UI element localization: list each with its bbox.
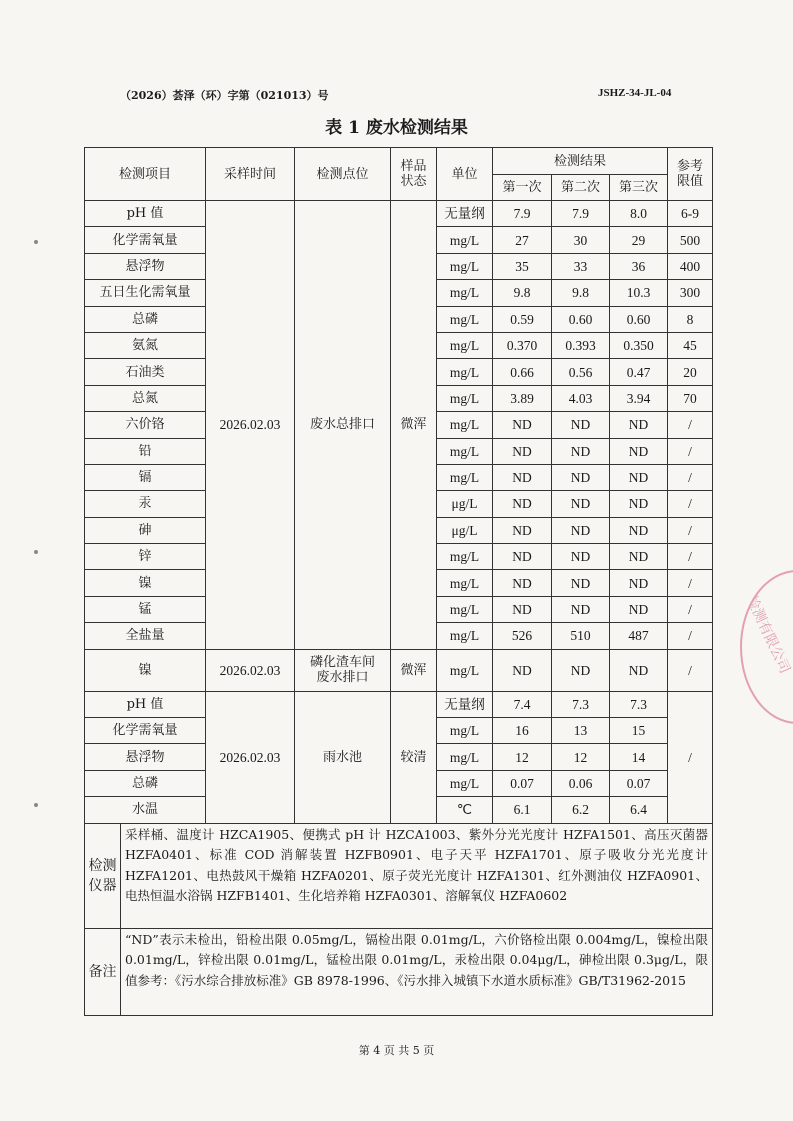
result-first: 27 — [493, 227, 552, 253]
result-third: ND — [610, 570, 668, 596]
result-second: ND — [552, 438, 610, 464]
test-item: 化学需氧量 — [85, 718, 206, 744]
result-first: 9.8 — [493, 280, 552, 306]
result-second: 13 — [552, 718, 610, 744]
test-item: 镍 — [85, 570, 206, 596]
reference-limit: 6-9 — [668, 201, 713, 227]
test-item: 锌 — [85, 544, 206, 570]
result-first: 0.07 — [493, 770, 552, 796]
sampling-time: 2026.02.03 — [206, 691, 295, 823]
test-item: 氨氮 — [85, 332, 206, 358]
result-first: ND — [493, 649, 552, 691]
header-second: 第二次 — [552, 175, 610, 201]
instruments-block — [85, 823, 713, 928]
result-first: 3.89 — [493, 385, 552, 411]
test-item: 五日生化需氧量 — [85, 280, 206, 306]
sampling-time: 2026.02.03 — [206, 649, 295, 691]
reference-limit: / — [668, 544, 713, 570]
header-item: 检测项目 — [85, 148, 206, 201]
reference-limit: / — [668, 570, 713, 596]
test-item: 六价铬 — [85, 412, 206, 438]
test-item: pH 值 — [85, 201, 206, 227]
result-third: 14 — [610, 744, 668, 770]
instruments-label: 检测仪器 — [85, 824, 121, 928]
result-third: 7.3 — [610, 691, 668, 717]
result-first: ND — [493, 438, 552, 464]
test-item: 总磷 — [85, 306, 206, 332]
report-number: （2026）荟泽（环）字第（021013）号 — [120, 89, 329, 102]
result-first: ND — [493, 544, 552, 570]
result-first: 6.1 — [493, 797, 552, 823]
unit: mg/L — [437, 570, 493, 596]
unit: mg/L — [437, 649, 493, 691]
result-second: 12 — [552, 744, 610, 770]
unit: mg/L — [437, 623, 493, 649]
reference-limit: 300 — [668, 280, 713, 306]
result-second: 4.03 — [552, 385, 610, 411]
result-first: 7.9 — [493, 201, 552, 227]
result-third: 15 — [610, 718, 668, 744]
unit: mg/L — [437, 280, 493, 306]
result-third: ND — [610, 544, 668, 570]
reference-limit: 500 — [668, 227, 713, 253]
result-second: 33 — [552, 253, 610, 279]
result-third: 29 — [610, 227, 668, 253]
result-second: ND — [552, 649, 610, 691]
result-first: ND — [493, 596, 552, 622]
result-second: ND — [552, 570, 610, 596]
header-location: 检测点位 — [295, 148, 391, 201]
result-second: 0.56 — [552, 359, 610, 385]
sampling-location — [295, 649, 391, 691]
result-third: ND — [610, 464, 668, 490]
unit: mg/L — [437, 227, 493, 253]
result-first: 0.66 — [493, 359, 552, 385]
result-second: 7.3 — [552, 691, 610, 717]
reference-limit: / — [668, 491, 713, 517]
header-time: 采样时间 — [206, 148, 295, 201]
result-second: ND — [552, 596, 610, 622]
result-third: ND — [610, 438, 668, 464]
company-seal: 检测有限公司 — [740, 570, 793, 724]
unit: mg/L — [437, 253, 493, 279]
result-first: ND — [493, 491, 552, 517]
remarks-block — [85, 928, 713, 1015]
result-second: 510 — [552, 623, 610, 649]
reference-limit: 20 — [668, 359, 713, 385]
result-second: 6.2 — [552, 797, 610, 823]
header-third: 第三次 — [610, 175, 668, 201]
result-second: 0.60 — [552, 306, 610, 332]
result-third: 10.3 — [610, 280, 668, 306]
header-limit: 参考限值 — [668, 148, 713, 201]
page-title: 表 1 废水检测结果 — [325, 118, 468, 138]
header-state: 样品状态 — [391, 148, 437, 201]
sampling-location: 废水总排口 — [295, 201, 391, 650]
result-second: 30 — [552, 227, 610, 253]
result-second: ND — [552, 412, 610, 438]
result-second: ND — [552, 544, 610, 570]
result-first: ND — [493, 464, 552, 490]
result-third: ND — [610, 517, 668, 543]
reference-limit: 70 — [668, 385, 713, 411]
header-results: 检测结果 — [493, 148, 668, 175]
test-item: 汞 — [85, 491, 206, 517]
result-first: ND — [493, 517, 552, 543]
reference-limit: 400 — [668, 253, 713, 279]
page-footer: 第 4 页 共 5 页 — [358, 1044, 435, 1057]
unit: mg/L — [437, 718, 493, 744]
result-first: 12 — [493, 744, 552, 770]
result-second: 9.8 — [552, 280, 610, 306]
result-second: ND — [552, 464, 610, 490]
result-third: ND — [610, 649, 668, 691]
result-first: 7.4 — [493, 691, 552, 717]
unit: 无量纲 — [437, 201, 493, 227]
unit: mg/L — [437, 385, 493, 411]
sampling-location: 雨水池 — [295, 691, 391, 823]
remarks-row — [85, 928, 713, 1015]
table-row — [85, 649, 713, 691]
header-first: 第一次 — [493, 175, 552, 201]
unit: mg/L — [437, 306, 493, 332]
result-second: 0.393 — [552, 332, 610, 358]
result-first: ND — [493, 412, 552, 438]
test-item: 全盐量 — [85, 623, 206, 649]
reference-limit: / — [668, 596, 713, 622]
unit: mg/L — [437, 412, 493, 438]
unit: mg/L — [437, 359, 493, 385]
test-item: 总磷 — [85, 770, 206, 796]
reference-limit: / — [668, 691, 713, 823]
reference-limit: / — [668, 517, 713, 543]
test-item: 悬浮物 — [85, 744, 206, 770]
test-item: 砷 — [85, 517, 206, 543]
test-item: 水温 — [85, 797, 206, 823]
test-item: 铅 — [85, 438, 206, 464]
result-third: 3.94 — [610, 385, 668, 411]
unit: μg/L — [437, 517, 493, 543]
result-third: ND — [610, 412, 668, 438]
table-row — [85, 201, 713, 227]
test-item: 悬浮物 — [85, 253, 206, 279]
instruments-row — [85, 823, 713, 928]
remarks-text: “ND”表示未检出，铅检出限 0.05mg/L，镉检出限 0.01mg/L，六价铬检出限 0.004mg/L，镍检出限 0.01mg/L，锌检出限 0.01mg/L，锰检出限 0.01mg/L，汞检出限 0.04μg/L，砷检出限 0.3μg/L，限值参考：《污水综合排放标准》GB 8978-1996、《污水排入城镇下水道水质标准》GB/T31962-2015 — [125, 931, 708, 988]
unit: mg/L — [437, 596, 493, 622]
scan-mark — [34, 550, 38, 554]
result-third: 0.350 — [610, 332, 668, 358]
result-second: 7.9 — [552, 201, 610, 227]
document-code: JSHZ-34-JL-04 — [598, 87, 672, 99]
test-item: 化学需氧量 — [85, 227, 206, 253]
test-item: 镉 — [85, 464, 206, 490]
result-second: ND — [552, 517, 610, 543]
remarks-label: 备注 — [85, 929, 121, 1015]
unit: 无量纲 — [437, 691, 493, 717]
result-third: 0.60 — [610, 306, 668, 332]
result-third: 487 — [610, 623, 668, 649]
sampling-time: 2026.02.03 — [206, 201, 295, 650]
test-item: 总氮 — [85, 385, 206, 411]
sample-state: 较清 — [391, 691, 437, 823]
location-line: 磷化渣车间 — [309, 655, 375, 671]
result-first: 16 — [493, 718, 552, 744]
unit: mg/L — [437, 332, 493, 358]
unit: μg/L — [437, 491, 493, 517]
scan-mark — [34, 240, 38, 244]
unit: mg/L — [437, 438, 493, 464]
result-third: 0.47 — [610, 359, 668, 385]
result-first: ND — [493, 570, 552, 596]
unit: mg/L — [437, 744, 493, 770]
test-item: 镍 — [85, 649, 206, 691]
scan-mark — [34, 803, 38, 807]
instruments-text: 采样桶、温度计 HZCA1905、便携式 pH 计 HZCA1003、紫外分光光度计 HZFA1501、高压灭菌器 HZFA0401、标准 COD 消解装置 HZFB0901、电子天平 HZFA1701、原子吸收分光光度计 HZFA1201、电热鼓风干燥箱 HZFA0201、原子荧光光度计 HZFA1301、红外测油仪 HZFA0901、电热恒温水浴锅 HZFB1401、生化培养箱 HZFA0301、溶解氧仪 HZFA0602 — [125, 826, 708, 904]
result-first: 35 — [493, 253, 552, 279]
result-third: 0.07 — [610, 770, 668, 796]
reference-limit: / — [668, 623, 713, 649]
reference-limit: / — [668, 438, 713, 464]
result-first: 0.370 — [493, 332, 552, 358]
reference-limit: / — [668, 464, 713, 490]
result-second: 0.06 — [552, 770, 610, 796]
reference-limit: / — [668, 412, 713, 438]
unit: mg/L — [437, 770, 493, 796]
result-third: 6.4 — [610, 797, 668, 823]
table-row — [85, 691, 713, 717]
unit: mg/L — [437, 544, 493, 570]
unit: ℃ — [437, 797, 493, 823]
result-third: ND — [610, 596, 668, 622]
reference-limit: 8 — [668, 306, 713, 332]
result-first: 0.59 — [493, 306, 552, 332]
reference-limit: 45 — [668, 332, 713, 358]
test-item: 石油类 — [85, 359, 206, 385]
reference-limit: / — [668, 649, 713, 691]
sample-state: 微浑 — [391, 649, 437, 691]
result-third: 36 — [610, 253, 668, 279]
header-unit: 单位 — [437, 148, 493, 201]
unit: mg/L — [437, 464, 493, 490]
sample-state: 微浑 — [391, 201, 437, 650]
result-first: 526 — [493, 623, 552, 649]
test-item: 锰 — [85, 596, 206, 622]
result-second: ND — [552, 491, 610, 517]
test-item: pH 值 — [85, 691, 206, 717]
result-third: ND — [610, 491, 668, 517]
wastewater-results-table — [84, 147, 713, 1016]
location-line: 废水排口 — [316, 670, 369, 686]
result-third: 8.0 — [610, 201, 668, 227]
